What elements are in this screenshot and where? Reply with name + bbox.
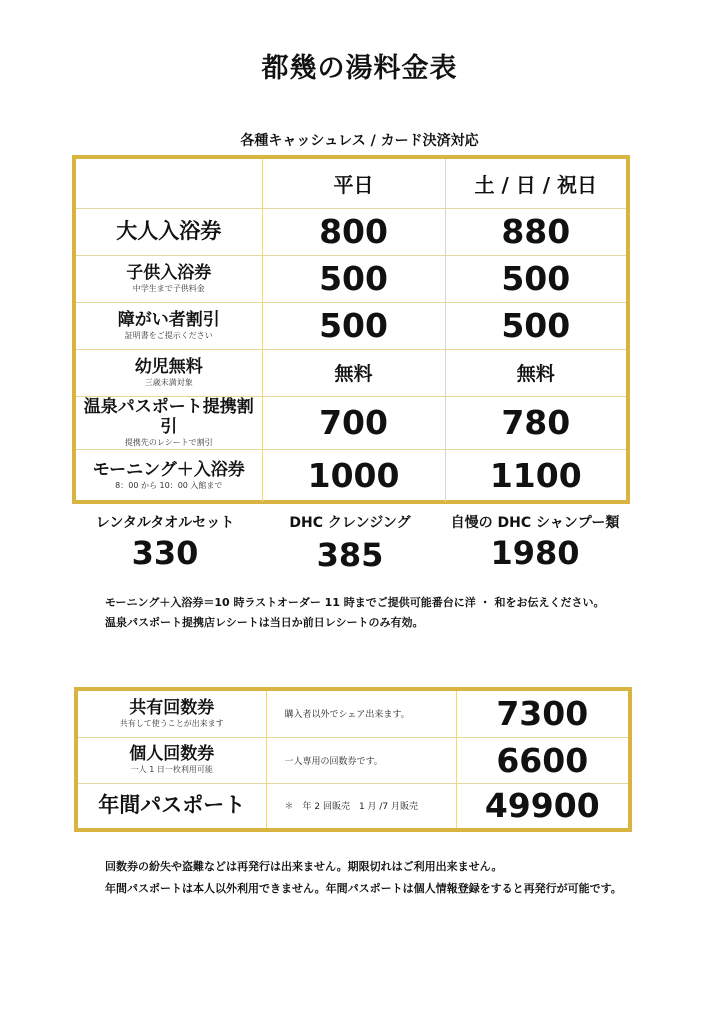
holiday-price: 1100 xyxy=(445,449,626,502)
row-label-cell xyxy=(76,255,262,302)
pass-description: 購入者以外でシェア出来ます。 xyxy=(266,691,456,737)
payment-note: 各種キャッシュレス / カード決済対応 xyxy=(240,133,479,149)
weekday-price: 1000 xyxy=(262,449,445,502)
note-line: 温泉パスポート提携店レシートは当日か前日レシートのみ有効。 xyxy=(105,616,424,629)
weekday-price: 500 xyxy=(262,255,445,302)
table-row xyxy=(78,691,628,737)
extra-price: 1980 xyxy=(490,534,580,572)
row-label: 幼児無料 xyxy=(134,356,203,377)
row-label: 子供入浴券 xyxy=(126,262,212,283)
weekday-price: 700 xyxy=(262,396,445,449)
table-row xyxy=(78,737,628,783)
holiday-price: 500 xyxy=(445,302,626,349)
note-line: 回数券の紛失や盗難などは再発行は出来ません。期限切れはご利用出来ません。 xyxy=(105,860,503,873)
row-label-cell xyxy=(76,302,262,349)
extra-price: 330 xyxy=(131,534,199,572)
pass-description: 一人専用の回数券です。 xyxy=(266,737,456,783)
row-label: 障がい者割引 xyxy=(117,309,220,330)
pass-note: 一人 1 日一枚利用可能 xyxy=(130,765,213,774)
weekday-price: 無料 xyxy=(262,349,445,396)
table-row xyxy=(76,208,626,255)
pass-note: 共有して使うことが出来ます xyxy=(119,718,224,728)
pass-table xyxy=(74,687,632,832)
weekday-price: 800 xyxy=(262,208,445,255)
row-note: 提携先のレシートで割引 xyxy=(124,437,213,447)
page-title: 都幾の湯料金表 xyxy=(261,53,458,84)
holiday-price: 無料 xyxy=(445,349,626,396)
holiday-price: 780 xyxy=(445,396,626,449)
table-row xyxy=(76,255,626,302)
pass-label-cell xyxy=(78,691,266,737)
row-label: 大人入浴券 xyxy=(116,219,222,243)
note-line: 年間パスポートは本人以外利用できません。年間パスポートは個人情報登録をすると再発行が可能です。 xyxy=(105,882,622,895)
table-row xyxy=(76,449,626,502)
extra-name: レンタルタオルセット xyxy=(95,515,235,531)
row-note: 証明書をご提示ください xyxy=(124,330,213,340)
pass-label: 共有回数券 xyxy=(129,697,215,718)
pass-label-cell xyxy=(78,783,266,828)
row-label-cell xyxy=(76,208,262,255)
row-label-cell xyxy=(76,449,262,502)
pass-price: 6600 xyxy=(456,737,628,783)
pass-description: ＊ 年 2 回販売 1 月 /7 月販売 xyxy=(266,783,456,828)
pass-label: 個人回数券 xyxy=(129,744,215,764)
table-header-row xyxy=(76,159,626,208)
header-holiday: 土 / 日 / 祝日 xyxy=(445,159,626,208)
pass-price: 7300 xyxy=(456,691,628,737)
weekday-price: 500 xyxy=(262,302,445,349)
row-label-cell xyxy=(76,349,262,396)
holiday-price: 880 xyxy=(445,208,626,255)
table-row xyxy=(76,302,626,349)
header-cell-empty xyxy=(76,159,262,208)
table-row xyxy=(76,396,626,449)
row-label-cell xyxy=(76,396,262,449)
pass-price: 49900 xyxy=(456,783,628,828)
extra-item xyxy=(85,512,245,572)
extras-section xyxy=(60,512,660,582)
row-label: 温泉パスポート提携割引 xyxy=(83,396,254,437)
extra-name: DHC クレンジング xyxy=(289,515,411,531)
price-table xyxy=(72,155,630,504)
extra-name: 自慢の DHC シャンプー類 xyxy=(450,515,620,531)
row-label: モーニング＋入浴券 xyxy=(92,459,245,480)
pass-label-cell xyxy=(78,737,266,783)
table-row xyxy=(78,783,628,828)
extra-item xyxy=(450,512,620,572)
table-row xyxy=(76,349,626,396)
note-line: モーニング＋入浴券＝10 時ラストオーダー 11 時までご提供可能番台に洋 ・ 和をお伝えください。 xyxy=(105,596,605,609)
extra-price: 385 xyxy=(316,536,384,574)
row-note: 三歳未満対象 xyxy=(144,377,193,387)
holiday-price: 500 xyxy=(445,255,626,302)
row-note: 8：00 から 10：00 入館まで xyxy=(115,480,223,490)
header-weekday: 平日 xyxy=(262,159,445,208)
pass-label: 年間パスポート xyxy=(98,793,246,818)
extra-item xyxy=(275,512,425,574)
row-note: 中学生まで子供料金 xyxy=(132,283,205,293)
